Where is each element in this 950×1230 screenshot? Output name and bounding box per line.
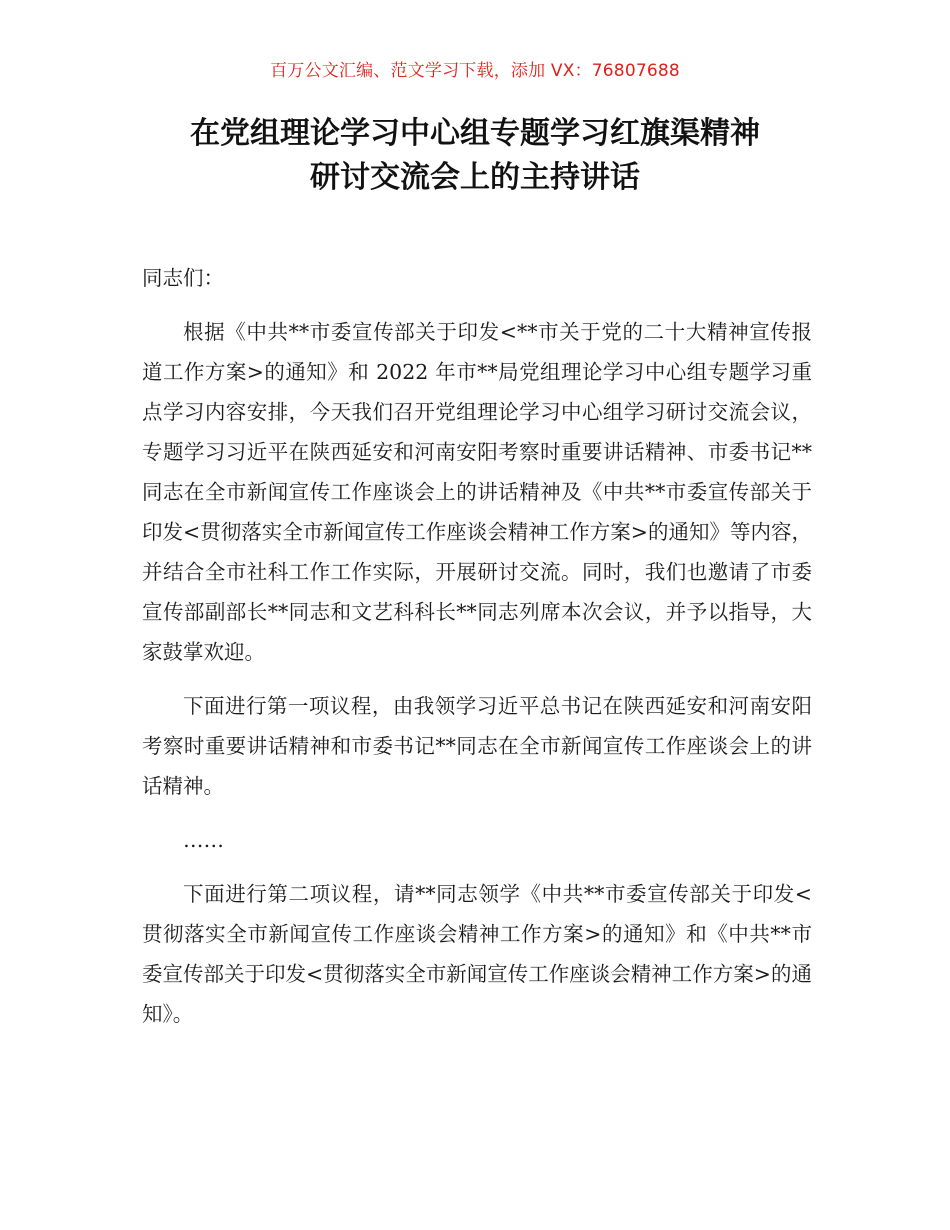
ellipsis-paragraph: …… (183, 828, 224, 852)
document-body (142, 258, 812, 1048)
paragraph-3: 下面进行第二项议程，请**同志领学《中共**市委宣传部关于印发<贯彻落实全市新闻宣传工作座谈会精神工作方案>的通知》和《中共**市委宣传部关于印发<贯彻落实全市新闻宣传工作座谈会精神工作方案>的通知》。 (142, 882, 812, 1026)
document-title (110, 112, 840, 200)
salutation: 同志们： (142, 266, 224, 290)
paragraph-1: 根据《中共**市委宣传部关于印发<**市关于党的二十大精神宣传报道工作方案>的通知》和 2022 年市**局党组理论学习中心组专题学习重点学习内容安排，今天我们召开党组理论学习中心组学习研讨交流会议，专题学习习近平在陕西延安和河南安阳考察时重要讲话精神、市委书记**同志在全市新闻宣传工作座谈会上的讲话精神及《中共**市委宣传部关于印发<贯彻落实全市新闻宣传工作座谈会精神工作方案>的通知》等内容，并结合全市社科工作工作实际，开展研讨交流。同时，我们也邀请了市委宣传部副部长**同志和文艺科科长**同志列席本次会议，并予以指导，大家鼓掌欢迎。 (142, 320, 812, 664)
title-line-1: 在党组理论学习中心组专题学习红旗渠精神 (190, 116, 760, 151)
header-watermark-note: 百万公文汇编、范文学习下载，添加 VX：76807688 (270, 61, 680, 81)
paragraph-2: 下面进行第一项议程，由我领学习近平总书记在陕西延安和河南安阳考察时重要讲话精神和市委书记**同志在全市新闻宣传工作座谈会上的讲话精神。 (142, 694, 812, 798)
title-line-2: 研讨交流会上的主持讲话 (310, 160, 640, 195)
